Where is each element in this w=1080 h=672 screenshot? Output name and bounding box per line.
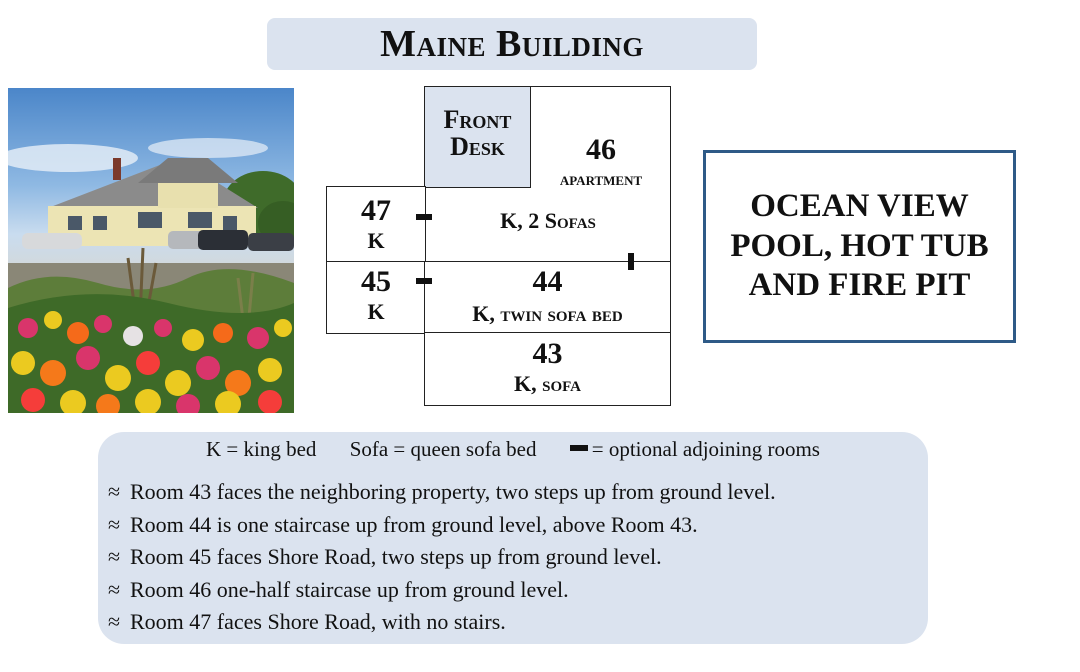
note-text: Room 43 faces the neighboring property, two steps up from ground level. xyxy=(130,479,776,504)
list-item xyxy=(108,509,776,542)
note-text: Room 46 one-half staircase up from ground level. xyxy=(130,576,569,602)
room-47-label xyxy=(326,195,426,252)
room-43-label xyxy=(424,338,671,395)
adjoining-marker-icon xyxy=(570,445,588,451)
list-item xyxy=(108,541,776,574)
notes-list xyxy=(108,476,776,639)
page-title xyxy=(267,18,757,70)
legend-adjoining-item xyxy=(570,437,820,461)
room-46-type: apartment xyxy=(559,168,643,190)
title-text: Maine Building xyxy=(380,23,644,65)
legend-king: K = king bed xyxy=(206,437,317,461)
amenities-box xyxy=(703,150,1016,343)
legend-adjoining: = optional adjoining rooms xyxy=(591,437,820,461)
room-45-number: 45 xyxy=(361,265,391,298)
amenities-line1: OCEAN VIEW xyxy=(750,188,969,225)
note-text: Room 44 is one staircase up from ground level, above Room 43. xyxy=(130,511,698,537)
room-46-beds: K, 2 Sofas xyxy=(500,208,596,233)
legend xyxy=(98,437,928,462)
legend-sofa: Sofa = queen sofa bed xyxy=(349,437,537,461)
room-44-label xyxy=(424,266,671,325)
room-46-number: 46 xyxy=(586,133,616,166)
room-45-beds: K xyxy=(367,298,385,324)
front-desk-line2: Desk xyxy=(450,132,505,162)
approx-icon: ≈ xyxy=(108,511,121,537)
room-44-beds: K, twin sofa bed xyxy=(472,300,623,326)
approx-icon: ≈ xyxy=(108,479,121,504)
front-desk-label xyxy=(424,106,531,161)
amenities-line2: POOL, HOT TUB xyxy=(730,227,989,264)
list-item xyxy=(108,574,776,607)
building-photo xyxy=(8,88,294,413)
room-45-label xyxy=(326,266,426,323)
approx-icon: ≈ xyxy=(108,576,121,602)
building-photo-illustration xyxy=(8,88,294,413)
approx-icon: ≈ xyxy=(108,609,121,634)
note-text: Room 45 faces Shore Road, two steps up from ground level. xyxy=(130,544,662,569)
room-43-beds: K, sofa xyxy=(513,370,581,396)
room-46-label xyxy=(531,134,671,189)
room-43-number: 43 xyxy=(532,337,563,370)
room-47-beds: K xyxy=(367,227,385,253)
notes-panel xyxy=(98,432,928,644)
front-desk-line1: Front xyxy=(443,105,512,134)
list-item xyxy=(108,606,776,639)
room-44-number: 44 xyxy=(532,265,563,298)
note-text: Room 47 faces Shore Road, with no stairs. xyxy=(130,609,506,634)
amenities-line3: AND FIRE PIT xyxy=(748,267,971,304)
list-item xyxy=(108,476,776,509)
approx-icon: ≈ xyxy=(108,544,121,569)
room-47-number: 47 xyxy=(361,194,391,227)
